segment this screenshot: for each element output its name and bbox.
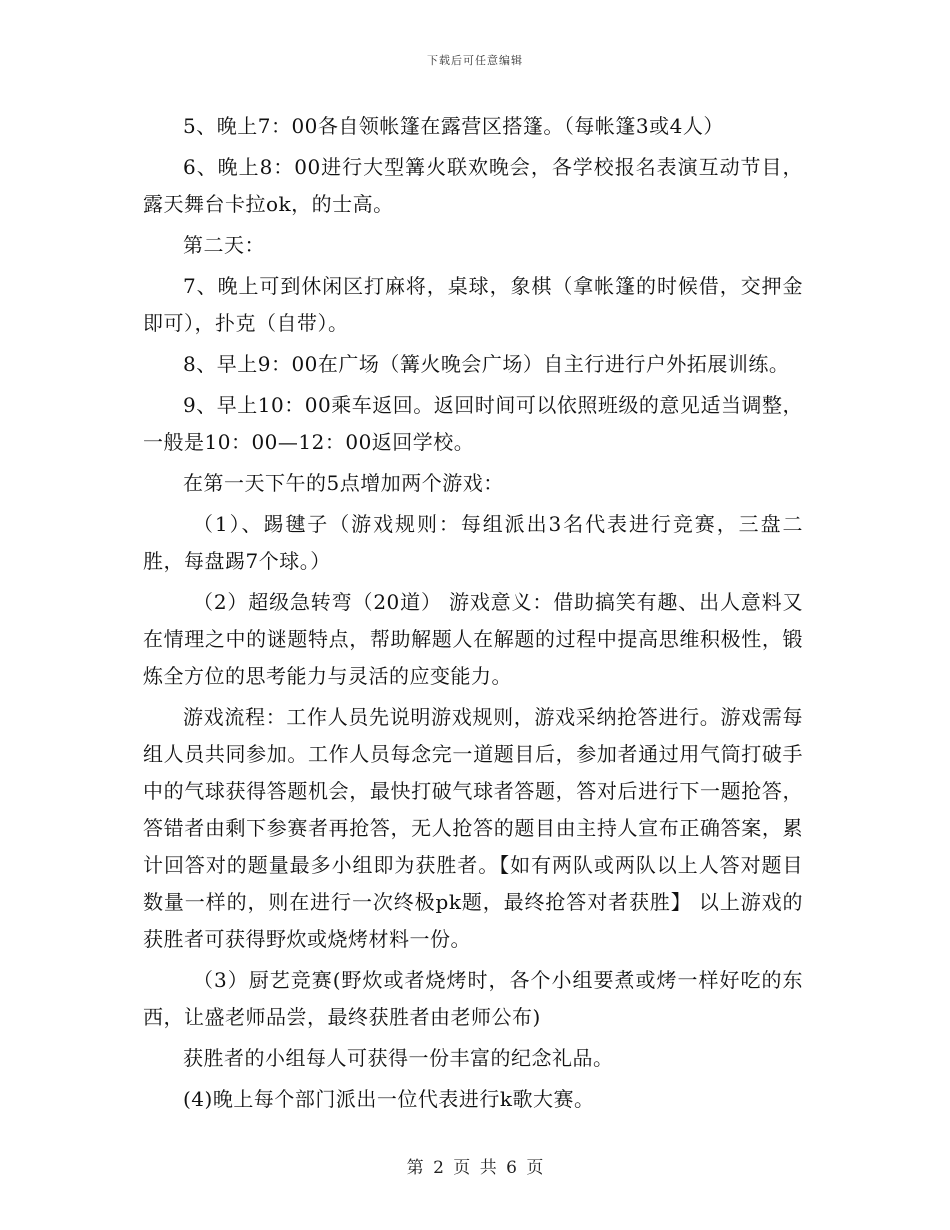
paragraph-11: （3）厨艺竞赛(野炊或者烧烤时，各个小组要煮或烤一样好吃的东西，让盛老师品尝，最终获胜者由老师公布): [143, 968, 803, 1029]
paragraph-8: （1）、踢毽子（游戏规则：每组派出3名代表进行竞赛，三盘二胜，每盘踢7个球。）: [143, 512, 803, 573]
paragraph-10: 游戏流程：工作人员先说明游戏规则，游戏采纳抢答进行。游戏需每组人员共同参加。工作人员每念完一道题目后，参加者通过用气筒打破手中的气球获得答题机会，最快打破气球者答题，答对后进行下一题抢答，答错者由剩下参赛者再抢答，无人抢答的题目由主持人宣布正确答案，累计回答对的题量最多小组即为获胜者。【如有两队或两队以上人答对题目数量一样的，则在进行一次终极pk题，最终抢答对者获胜】 以上游戏的获胜者可获得野炊或烧烤材料一份。: [143, 705, 803, 951]
paragraph-2: 6、晚上8：00进行大型篝火联欢晚会，各学校报名表演互动节目，露天舞台卡拉ok，的士高。: [143, 155, 803, 216]
paragraph-12: 获胜者的小组每人可获得一份丰富的纪念礼品。: [183, 1046, 614, 1070]
paragraph-7: 在第一天下午的5点增加两个游戏：: [183, 471, 504, 495]
page-number: 第 2 页 共 6 页: [406, 1158, 544, 1178]
paragraph-4: 7、晚上可到休闲区打麻将，桌球，象棋（拿帐篷的时候借，交押金即可），扑克（自带）。: [143, 274, 803, 335]
paragraph-3: 第二天：: [183, 233, 265, 257]
paragraph-13: (4)晚上每个部门派出一位代表进行k歌大赛。: [183, 1087, 595, 1111]
paragraph-1: 5、晚上7：00各自领帐篷在露营区搭篷。（每帐篷3或4人）: [183, 114, 724, 138]
paragraph-6: 9、早上10：00乘车返回。返回时间可以依照班级的意见适当调整，一般是10：00—12：00返回学校。: [143, 393, 803, 454]
paragraph-9: （2）超级急转弯（20道） 游戏意义：借助搞笑有趣、出人意料又在情理之中的谜题特点，帮助解题人在解题的过程中提高思维积极性，锻炼全方位的思考能力与灵活的应变能力。: [143, 590, 803, 688]
document-body: [143, 108, 803, 1122]
page-header: 下载后可任意编辑: [427, 54, 523, 67]
paragraph-5: 8、早上9：00在广场（篝火晚会广场）自主行进行户外拓展训练。: [183, 352, 790, 376]
